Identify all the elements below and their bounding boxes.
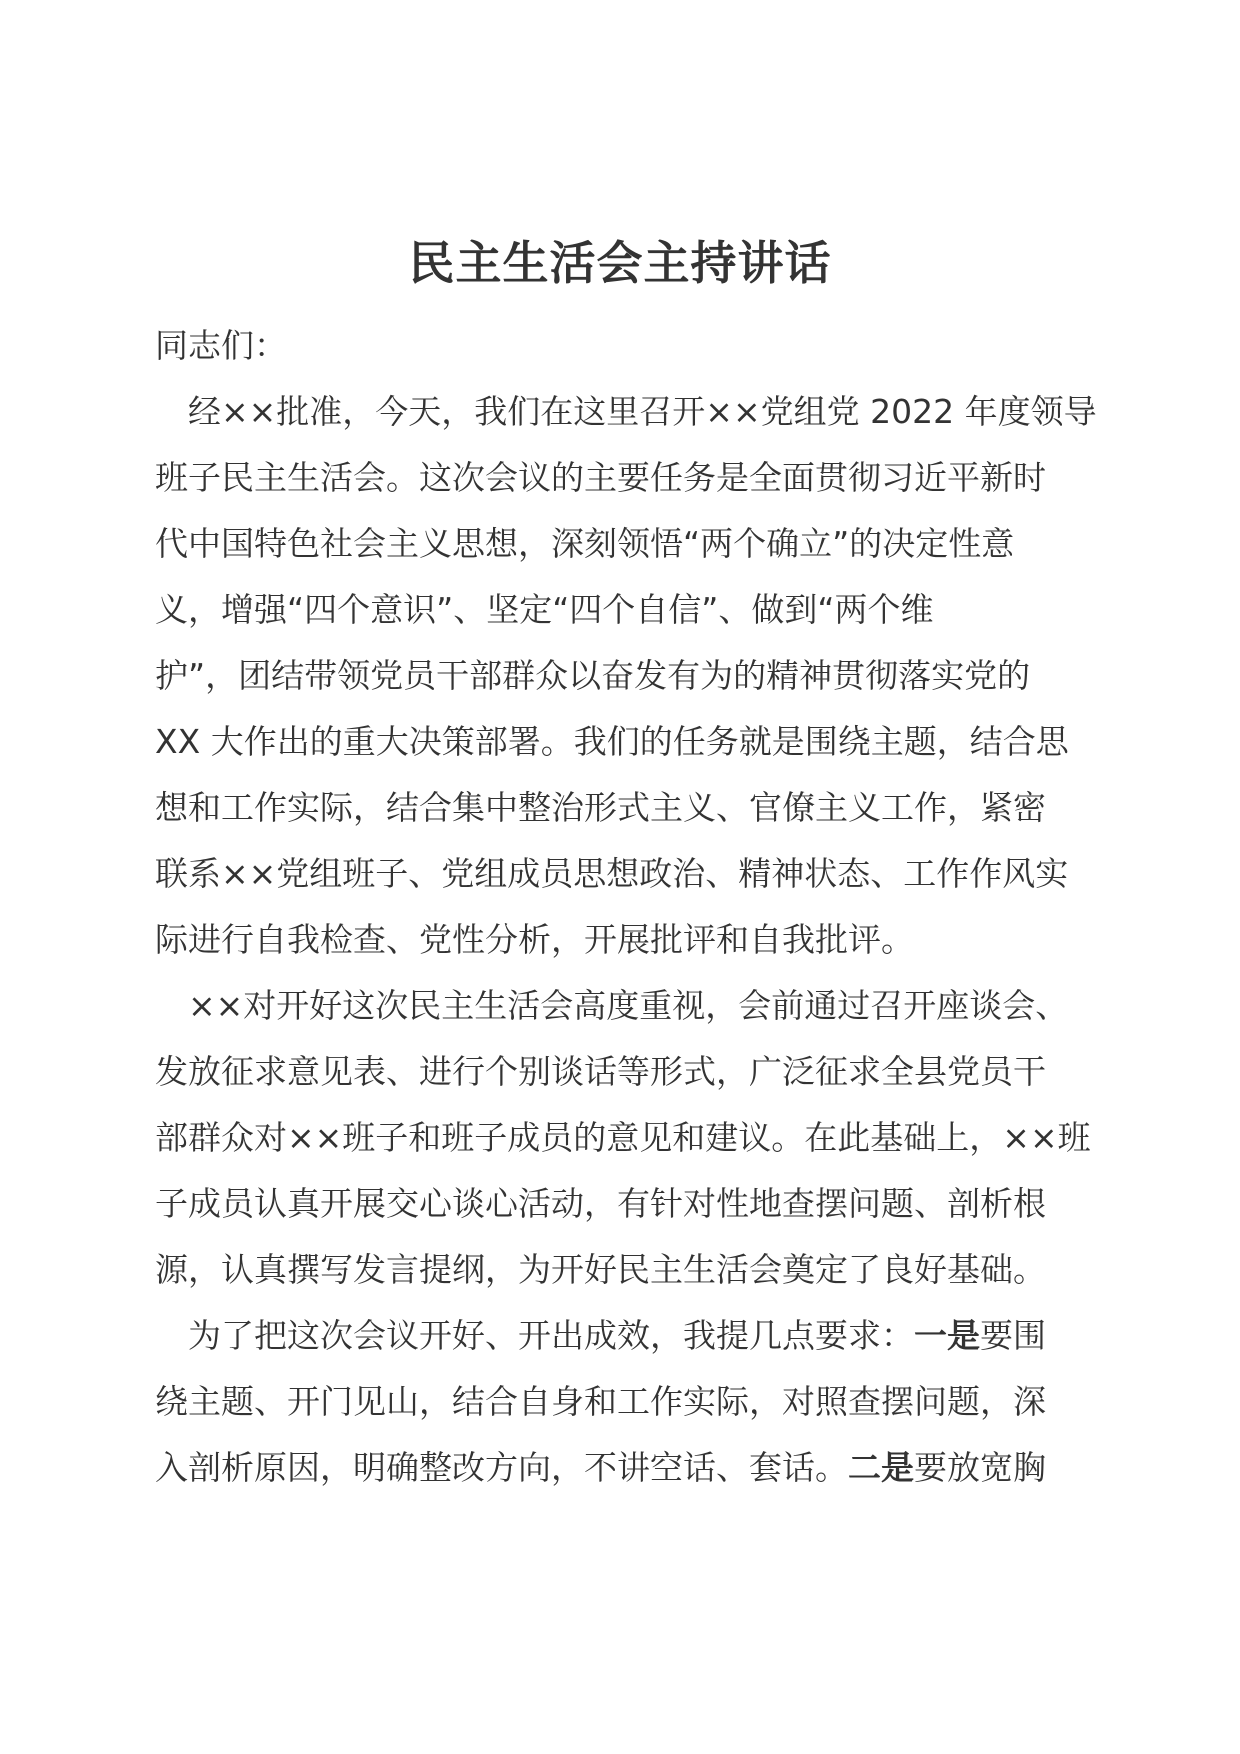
emphasis-second-point: 二是 — [848, 1448, 914, 1487]
document-body — [155, 313, 1095, 1501]
paragraph-line — [155, 1435, 1095, 1501]
paragraph-line: 经××批准，今天，我们在这里召开××党组党 2022 年度领导 — [188, 392, 1097, 431]
paragraph-line: 联系××党组班子、党组成员思想政治、精神状态、工作作风实 — [155, 854, 1069, 893]
paragraph-line: 护”，团结带领党员干部群众以奋发有为的精神贯彻落实党的 — [155, 656, 1031, 695]
paragraph-line: XX 大作出的重大决策部署。我们的任务就是围绕主题，结合思 — [155, 722, 1069, 761]
paragraph-line: ××对开好这次民主生活会高度重视，会前通过召开座谈会、 — [188, 986, 1069, 1025]
paragraph-line: 子成员认真开展交心谈心活动，有针对性地查摆问题、剖析根 — [155, 1184, 1046, 1223]
paragraph-text: 要放宽胸 — [914, 1448, 1046, 1487]
paragraph-text: 为了把这次会议开好、开出成效，我提几点要求： — [188, 1316, 914, 1355]
paragraph-line — [155, 1303, 1095, 1369]
paragraph-line: 想和工作实际，结合集中整治形式主义、官僚主义工作，紧密 — [155, 788, 1046, 827]
paragraph-line: 绕主题、开门见山，结合自身和工作实际，对照查摆问题，深 — [155, 1382, 1046, 1421]
paragraph-line: 代中国特色社会主义思想，深刻领悟“两个确立”的决定性意 — [155, 524, 1015, 563]
paragraph-text: 入剖析原因，明确整改方向，不讲空话、套话。 — [155, 1448, 848, 1487]
emphasis-first-point: 一是 — [914, 1316, 980, 1355]
paragraph-2 — [155, 973, 1095, 1303]
paragraph-1 — [155, 379, 1095, 973]
paragraph-text: 要围 — [980, 1316, 1046, 1355]
paragraph-line: 义，增强“四个意识”、坚定“四个自信”、做到“两个维 — [155, 590, 934, 629]
salutation: 同志们： — [155, 326, 287, 365]
paragraph-line: 际进行自我检查、党性分析，开展批评和自我批评。 — [155, 920, 914, 959]
paragraph-3 — [155, 1303, 1095, 1501]
paragraph-line: 发放征求意见表、进行个别谈话等形式，广泛征求全县党员干 — [155, 1052, 1046, 1091]
paragraph-line: 部群众对××班子和班子成员的意见和建议。在此基础上，××班 — [155, 1118, 1091, 1157]
paragraph-line: 班子民主生活会。这次会议的主要任务是全面贯彻习近平新时 — [155, 458, 1046, 497]
document-title: 民主生活会主持讲话 — [408, 236, 832, 290]
paragraph-line: 源，认真撰写发言提纲，为开好民主生活会奠定了良好基础。 — [155, 1250, 1046, 1289]
